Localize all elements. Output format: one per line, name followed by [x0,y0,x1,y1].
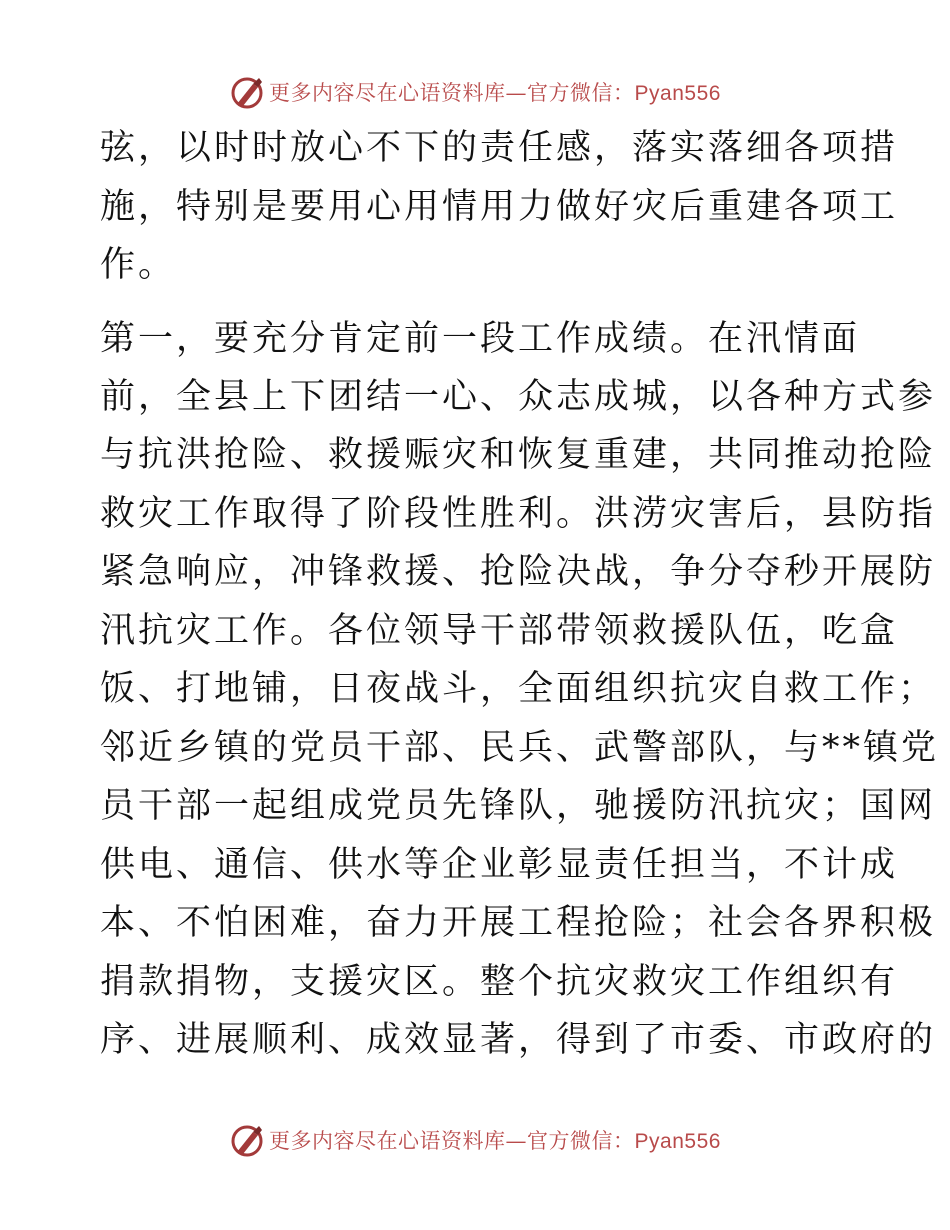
footer-brand: 更多内容尽在心语资料库 [269,1129,506,1153]
body-line: 弦，以时时放心不下的责任感，落实落细各项措 [100,128,899,168]
body-line: 序、进展顺利、成效显著，得到了市委、市政府的 [100,1020,937,1060]
body-line: 本、不怕困难，奋力开展工程抢险；社会各界积极 [100,903,937,943]
body-line: 汛抗灾工作。各位领导干部带领救援队伍，吃盒 [100,611,899,651]
body-line: 捐款捐物，支援灾区。整个抗灾救灾工作组织有 [100,962,899,1002]
body-line: 施，特别是要用心用情用力做好灾后重建各项工 [100,187,899,227]
footer-banner-text [269,1125,721,1155]
header-watermark [0,72,950,112]
body-line: 紧急响应，冲锋救援、抢险决战，争分夺秒开展防 [100,552,937,592]
body-line: 与抗洪抢险、救援赈灾和恢复重建，共同推动抢险 [100,435,937,475]
pen-logo-icon [229,74,265,110]
footer-wechat-label: 官方微信： [527,1129,635,1153]
footer-wechat-id: Pyan556 [634,1130,721,1153]
body-line: 前，全县上下团结一心、众志成城，以各种方式参 [100,377,937,417]
header-brand: 更多内容尽在心语资料库 [269,81,506,105]
header-wechat-id: Pyan556 [634,82,721,105]
footer-watermark [0,1120,950,1160]
footer-dash: — [505,1129,528,1153]
header-wechat-label: 官方微信： [527,81,635,105]
body-line: 员干部一起组成党员先锋队，驰援防汛抗灾；国网 [100,786,937,826]
body-line: 供电、通信、供水等企业彰显责任担当，不计成 [100,845,899,885]
body-line: 饭、打地铺，日夜战斗，全面组织抗灾自救工作； [100,669,937,709]
body-line: 救灾工作取得了阶段性胜利。洪涝灾害后，县防指 [100,494,937,534]
header-dash: — [505,81,528,105]
pen-logo-icon [229,1122,265,1158]
body-line: 第一，要充分肯定前一段工作成绩。在汛情面 [100,319,861,359]
header-banner-text [269,77,721,107]
body-line: 作。 [100,245,177,285]
body-line: 邻近乡镇的党员干部、民兵、武警部队，与**镇党 [100,728,940,768]
